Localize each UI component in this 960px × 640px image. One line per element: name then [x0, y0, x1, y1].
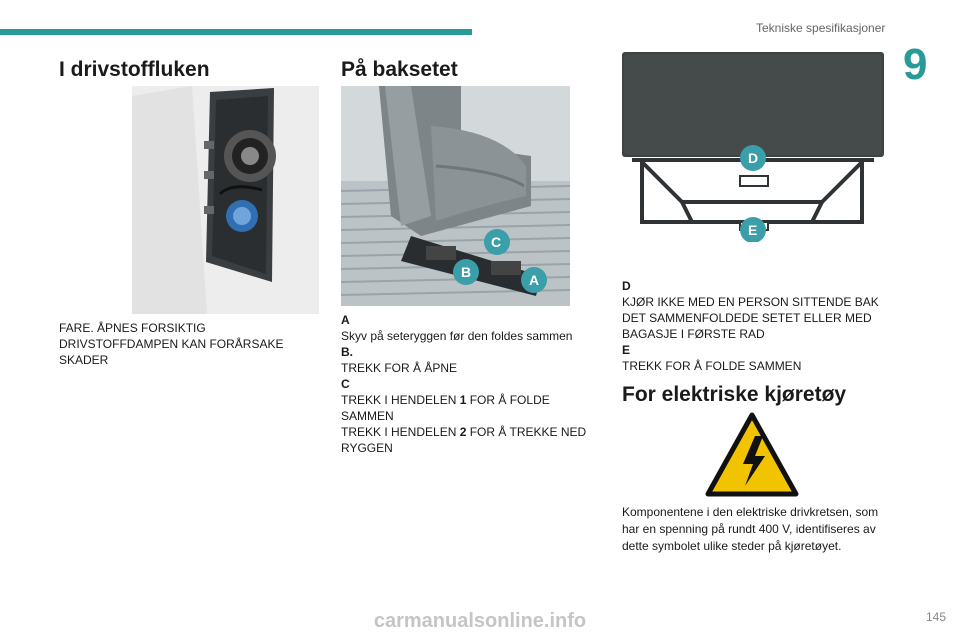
- text-b: TREKK FOR Å ÅPNE: [341, 361, 458, 375]
- label-a: A: [341, 313, 350, 327]
- page-number: 145: [925, 610, 946, 624]
- text-d-line: KJØR IKKE MED EN PERSON SITTENDE BAK: [622, 295, 879, 309]
- ev-line: Komponentene i den elektriske drivkretsen, som: [622, 505, 879, 519]
- watermark: carmanualsonline.info: [373, 610, 587, 632]
- ev-title: For elektriske kjøretøy: [622, 383, 847, 406]
- label-e: E: [622, 343, 631, 357]
- caption-line: FARE. ÅPNES FORSIKTIG: [59, 321, 206, 335]
- lever-number: 1: [459, 393, 467, 407]
- callout-a-letter: A: [529, 272, 540, 288]
- callout-c-letter: C: [491, 234, 502, 250]
- text-a: Skyv på seteryggen før den foldes sammen: [341, 329, 573, 343]
- label-c: C: [341, 377, 350, 391]
- text-c-line3: [341, 424, 601, 440]
- seat-fold-instructions: [622, 278, 892, 374]
- fuel-flap-drawing: [132, 86, 319, 314]
- chapter-number: 9: [903, 40, 928, 89]
- text-d-line: DET SAMMENFOLDEDE SETET ELLER MED: [622, 311, 872, 325]
- seat-fold-drawing: [622, 52, 884, 242]
- text-c-line2: SAMMEN: [341, 409, 394, 423]
- callout-b-letter: B: [461, 264, 472, 280]
- seat-fold-illustration: [622, 52, 884, 242]
- text-c-line1: [341, 392, 601, 408]
- text-d-line: BAGASJE I FØRSTE RAD: [622, 327, 765, 341]
- section-title: Tekniske spesifikasjoner: [756, 21, 886, 35]
- rear-seat-illustration: [341, 86, 570, 306]
- rear-seat-title: På baksetet: [341, 58, 458, 81]
- ev-description: [622, 504, 892, 555]
- label-b: B.: [341, 345, 353, 359]
- text-segment: TREKK I HENDELEN: [341, 425, 460, 439]
- lever-number: 2: [459, 425, 467, 439]
- text-segment: FOR Å FOLDE: [466, 393, 550, 407]
- rear-seat-drawing: [341, 86, 570, 306]
- high-voltage-triangle: [705, 412, 799, 498]
- text-segment: TREKK I HENDELEN: [341, 393, 460, 407]
- callout-e-letter: E: [748, 222, 758, 238]
- caption-line: DRIVSTOFFDAMPEN KAN FORÅRSAKE: [59, 337, 284, 351]
- label-d: D: [622, 279, 631, 293]
- caption-line: SKADER: [59, 353, 109, 367]
- text-c-line4: RYGGEN: [341, 441, 393, 455]
- text-e: TREKK FOR Å FOLDE SAMMEN: [622, 359, 802, 373]
- header-accent-bar: [0, 29, 472, 35]
- callout-d-letter: D: [748, 150, 759, 166]
- text-segment: FOR Å TREKKE NED: [466, 425, 587, 439]
- fuel-flap-caption: [59, 320, 309, 368]
- fuel-flap-title: I drivstoffluken: [59, 58, 210, 81]
- high-voltage-warning-icon: [705, 412, 799, 498]
- fuel-flap-illustration: [132, 86, 319, 314]
- ev-line: har en spenning på rundt 400 V, identifiseres av: [622, 522, 876, 536]
- rear-seat-instructions: [341, 312, 601, 456]
- ev-line: dette symbolet ulike steder på kjøretøyet.: [622, 539, 842, 553]
